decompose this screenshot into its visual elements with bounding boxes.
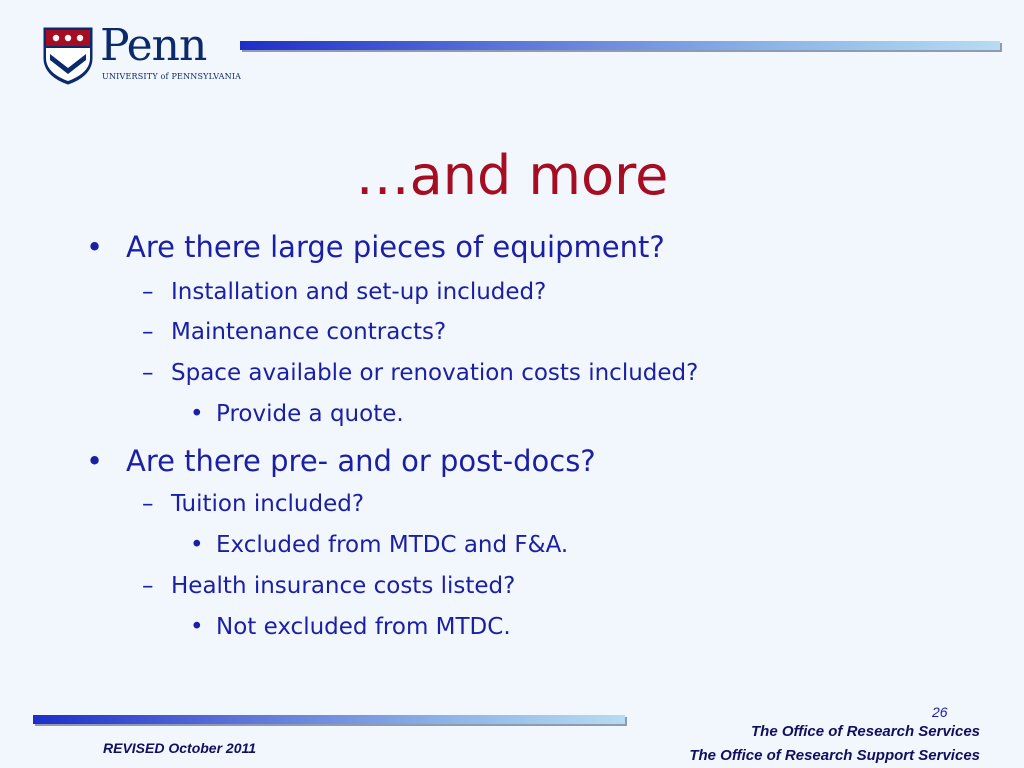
logo-wordmark: Penn — [100, 20, 207, 71]
bullet-1: • Are there large pieces of equipment? — [86, 230, 665, 264]
bullet-2-sub-2: – Health insurance costs listed? — [142, 573, 516, 599]
bullet-2-sub-2-detail-text: Not excluded from MTDC. — [216, 614, 511, 640]
bullet-2-sub-2-text: Health insurance costs listed? — [171, 573, 516, 599]
bullet-1-sub-2-text: Maintenance contracts? — [171, 319, 447, 345]
bullet-1-sub-2: – Maintenance contracts? — [142, 319, 447, 345]
bullet-2-text: Are there pre- and or post-docs? — [126, 444, 596, 478]
bullet-1-sub-1: – Installation and set-up included? — [142, 279, 547, 305]
bullet-2-sub-1-detail-text: Excluded from MTDC and F&A. — [216, 532, 569, 558]
bullet-1-sub-3-detail: • Provide a quote. — [190, 401, 404, 427]
penn-logo — [42, 20, 242, 88]
bullet-2: • Are there pre- and or post-docs? — [86, 444, 596, 478]
footer-office-line-1: The Office of Research Services — [751, 723, 980, 740]
bullet-1-sub-1-text: Installation and set-up included? — [171, 279, 547, 305]
header-rule — [240, 41, 1000, 50]
bullet-1-sub-3-detail-text: Provide a quote. — [216, 401, 404, 427]
footer-office-line-2: The Office of Research Support Services — [689, 747, 980, 764]
bullet-2-sub-2-detail: • Not excluded from MTDC. — [190, 614, 511, 640]
slide-title: …and more — [355, 144, 669, 207]
penn-shield-icon — [42, 26, 94, 86]
bullet-1-sub-3-text: Space available or renovation costs included? — [171, 360, 699, 386]
page-number: 26 — [932, 704, 948, 720]
bullet-1-sub-3: – Space available or renovation costs included? — [142, 360, 699, 386]
bullet-2-sub-1: – Tuition included? — [142, 491, 365, 517]
revised-date: REVISED October 2011 — [103, 740, 257, 756]
footer-office-block — [689, 720, 980, 768]
bullet-1-text: Are there large pieces of equipment? — [126, 230, 665, 264]
bullet-2-sub-1-detail: • Excluded from MTDC and F&A. — [190, 532, 569, 558]
footer-rule — [33, 715, 625, 724]
logo-subtext: UNIVERSITY of PENNSYLVANIA — [102, 72, 242, 81]
bullet-2-sub-1-text: Tuition included? — [171, 491, 365, 517]
